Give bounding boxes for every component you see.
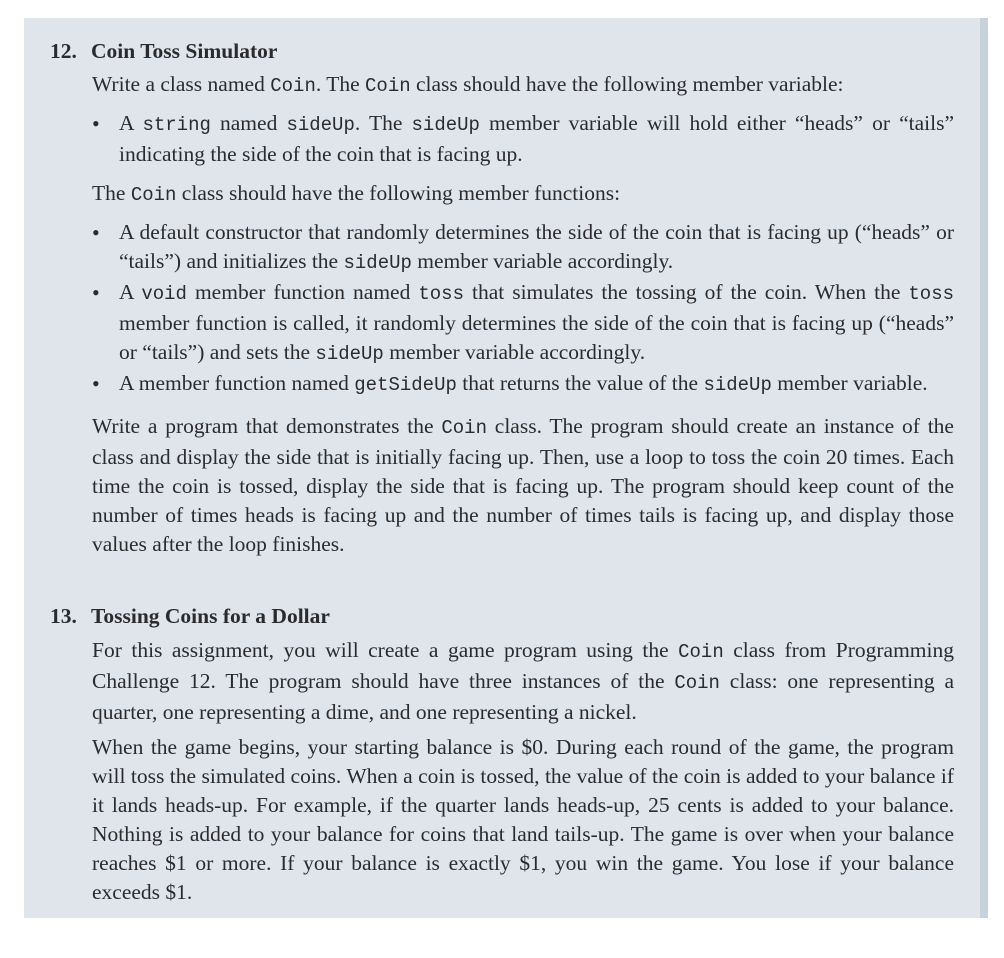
code-term: sideUp: [411, 114, 480, 136]
problem-number: 13.: [50, 604, 77, 628]
code-term: string: [142, 114, 211, 136]
textbook-page: [24, 18, 988, 918]
problem-12-body: [92, 70, 954, 559]
list-item: • A default constructor that randomly determines the side of the coin that is facing up (“heads” or “tails”) and initializes the sideUp member variable accordingly.: [92, 218, 954, 278]
member-function-list: [92, 218, 954, 400]
code-term: sideUp: [703, 374, 772, 396]
code-term: Coin: [674, 672, 720, 694]
list-item: • A string named sideUp. The sideUp member variable will hold either “heads” or “tails” indicating the side of the coin that is facing up.: [92, 109, 954, 169]
code-term: sideUp: [315, 343, 384, 365]
code-term: void: [141, 283, 187, 305]
functions-intro: The Coin class should have the following member functions:: [92, 181, 621, 206]
program-description: Write a program that demonstrates the Coin class. The program should create an instance of the class and display the side that is initially facing up. Then, use a loop to toss the coin 20 times. Each time the coin is tossed, display the side that is facing up. The program should keep count of the number of times heads is facing up and the number of times tails is facing up, and display those values after the loop finishes.: [92, 414, 954, 556]
code-term: getSideUp: [354, 374, 457, 396]
problem-title: Coin Toss Simulator: [91, 39, 278, 63]
problem-title: Tossing Coins for a Dollar: [91, 604, 330, 628]
code-term: Coin: [365, 75, 411, 97]
code-term: toss: [908, 283, 954, 305]
code-term: toss: [418, 283, 464, 305]
list-item: • A member function named getSideUp that returns the value of the sideUp member variable.: [92, 369, 954, 400]
list-item: • A void member function named toss that simulates the tossing of the coin. When the toss member function is called, it randomly determines the side of the coin that is facing up (“heads” or “tails”) and sets the sideUp member variable accordingly.: [92, 278, 954, 369]
code-term: sideUp: [286, 114, 355, 136]
code-term: Coin: [270, 75, 316, 97]
problem-number: 12.: [50, 39, 77, 63]
class-intro: Write a class named Coin. The Coin class should have the following member variable:: [92, 72, 844, 97]
problem-13-body: [92, 636, 954, 907]
code-term: Coin: [130, 184, 177, 206]
game-rules-paragraph: When the game begins, your starting balance is $0. During each round of the game, the program will toss the simulated coins. When a coin is tossed, the value of the coin is added to your balance if it lands heads-up. For example, if the quarter lands heads-up, 25 cents is added to your balance. Nothing is added to your balance for coins that land tails-up. The game is over when your balance reaches $1 or more. If your balance is exactly $1, you win the game. You lose if your balance exceeds $1.: [92, 735, 954, 904]
code-term: Coin: [441, 417, 487, 439]
code-term: sideUp: [343, 252, 412, 274]
page-edge-shadow: [980, 18, 988, 918]
member-variable-list: [92, 109, 954, 169]
assignment-paragraph: For this assignment, you will create a game program using the Coin class from Programming Challenge 12. The program should have three instances of the Coin class: one representing a quarter, one representing a dime, and one representing a nickel.: [92, 638, 954, 724]
code-term: Coin: [678, 641, 724, 663]
